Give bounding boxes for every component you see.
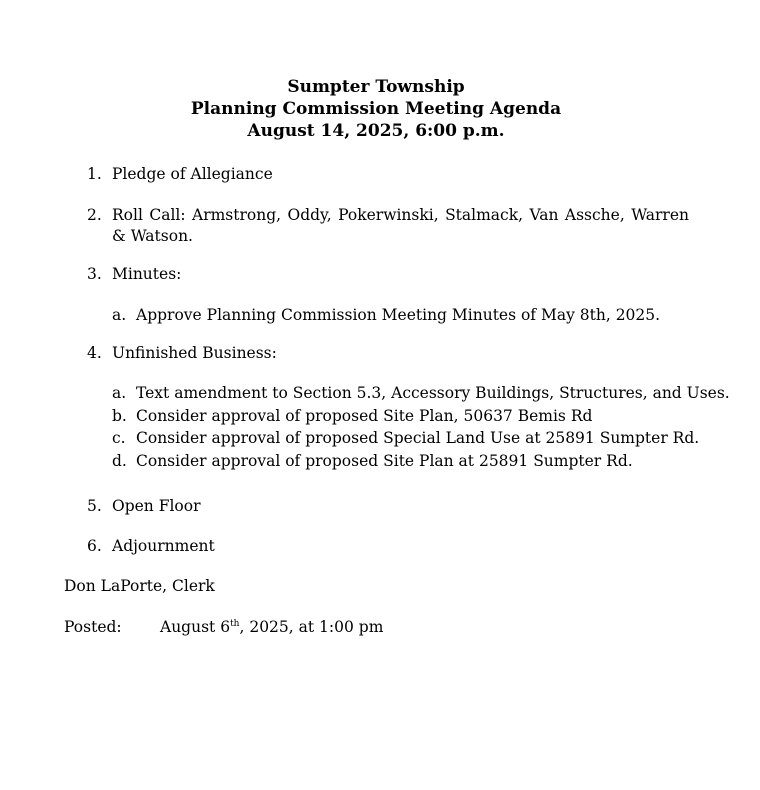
- item-text: Minutes:: [112, 265, 182, 283]
- sub-item-text: Text amendment to Section 5.3, Accessory Buildings, Structures, and Uses.: [136, 384, 730, 402]
- minutes-subitems: [112, 304, 712, 327]
- sub-item-letter: c.: [112, 429, 126, 448]
- posted-label: Posted:: [64, 618, 122, 636]
- item-number: 5.: [87, 497, 102, 515]
- agenda-item: [87, 205, 689, 247]
- sub-item: [112, 304, 712, 327]
- township-title: Sumpter Township: [287, 77, 465, 97]
- sub-item-letter: d.: [112, 452, 127, 471]
- sub-item-letter: a.: [112, 306, 127, 324]
- meeting-date: August 14, 2025, 6:00 p.m.: [247, 121, 505, 141]
- agenda-item: [87, 164, 689, 185]
- clerk-signature: Don LaPorte, Clerk: [64, 577, 215, 595]
- sub-item: [112, 405, 712, 428]
- agenda-item: [87, 496, 689, 517]
- item-number: 2.: [87, 206, 102, 224]
- sub-item-letter: b.: [112, 406, 127, 425]
- item-number: 4.: [87, 344, 102, 362]
- item-number: 6.: [87, 537, 102, 555]
- item-text: Roll Call: Armstrong, Oddy, Pokerwinski, Stalmack, Van Assche, Warren & Watson.: [112, 206, 689, 245]
- business-subitems: [112, 382, 730, 473]
- agenda-title: Planning Commission Meeting Agenda: [190, 99, 562, 119]
- item-text: Unfinished Business:: [112, 344, 277, 362]
- sub-item-text: Approve Planning Commission Meeting Minutes of May 8th, 2025.: [136, 306, 661, 324]
- item-text: Pledge of Allegiance: [112, 165, 273, 183]
- item-text: Adjournment: [112, 537, 215, 555]
- posted-month-day: August 6: [160, 618, 231, 636]
- sub-item-text: Consider approval of proposed Site Plan at 25891 Sumpter Rd.: [136, 452, 633, 471]
- agenda-item: [87, 536, 689, 557]
- posted-ordinal: th: [230, 619, 240, 629]
- item-text: Open Floor: [112, 497, 201, 515]
- sub-item-letter: a.: [112, 384, 127, 402]
- sub-item: [112, 427, 712, 450]
- agenda-item: [87, 343, 689, 364]
- posted-date: [160, 617, 383, 638]
- item-number: 3.: [87, 265, 102, 283]
- document-header: [0, 76, 752, 142]
- posted-time: , 2025, at 1:00 pm: [239, 618, 384, 636]
- sub-item: [112, 450, 712, 473]
- sub-item: [112, 382, 730, 405]
- sub-item-text: Consider approval of proposed Site Plan, 50637 Bemis Rd: [136, 406, 593, 425]
- agenda-item: [87, 264, 689, 285]
- sub-item-text: Consider approval of proposed Special Land Use at 25891 Sumpter Rd.: [136, 429, 700, 448]
- item-number: 1.: [87, 165, 102, 183]
